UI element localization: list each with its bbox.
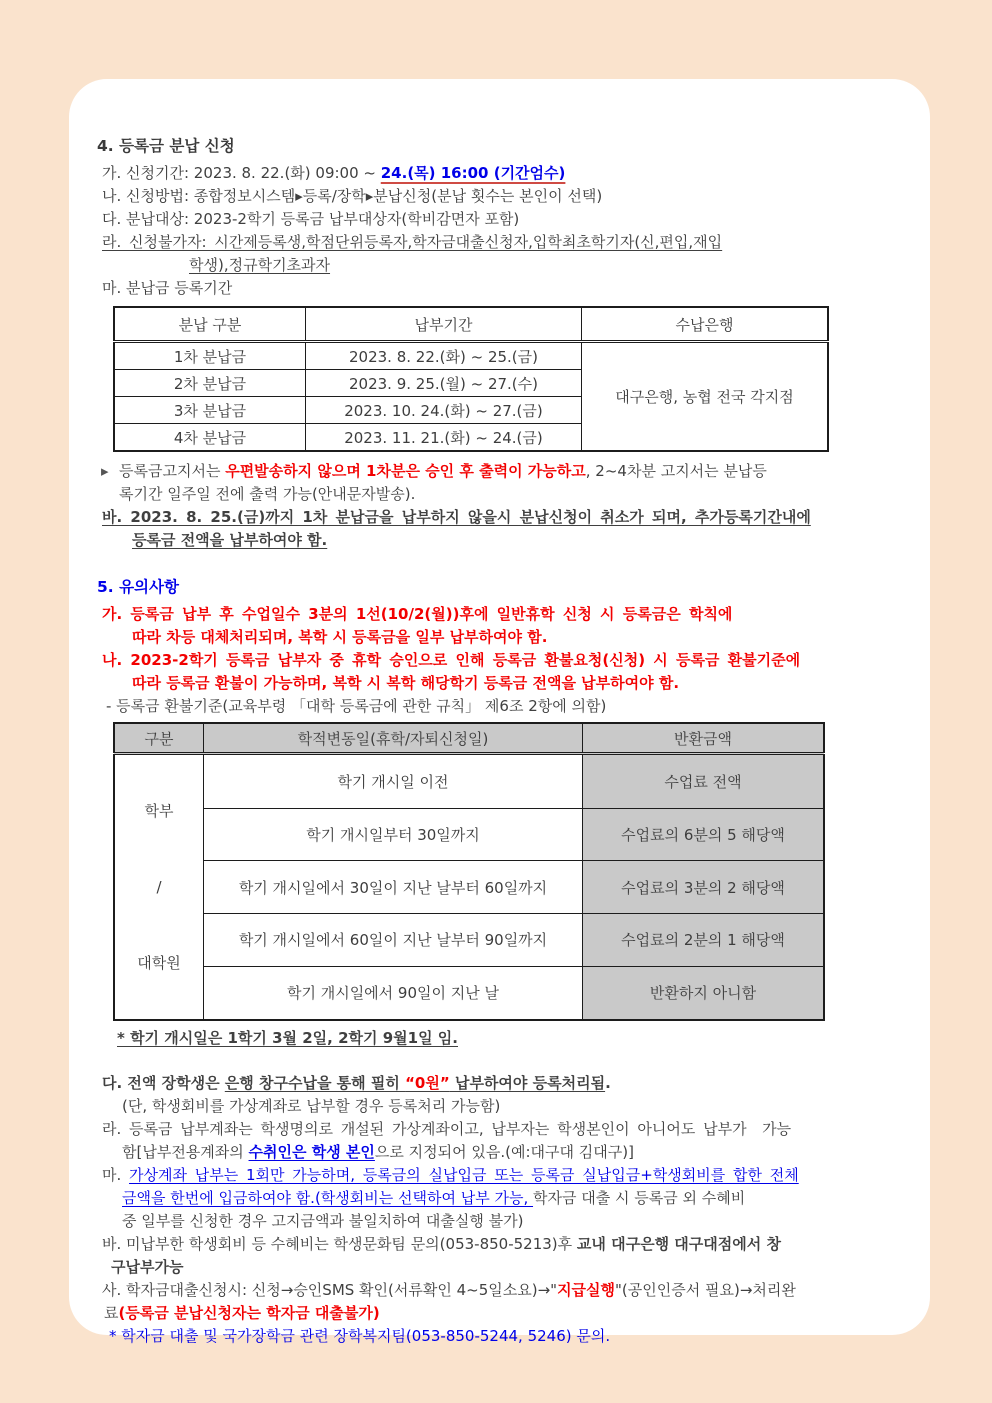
s5-sa-text: 사. 학자금대출신청시: 신청→승인SMS 확인(서류확인 4~5일소요)→" xyxy=(102,1281,558,1299)
s5-loan-contact-note: * 학자금 대출 및 국가장학금 관련 장학복지팀(053-850-5244, 5246) 문의. xyxy=(109,1327,611,1345)
t2-cell-refund: 수업료 전액 xyxy=(583,754,825,809)
refund-standard-table xyxy=(113,722,825,1021)
section4-title: 4. 등록금 분납 신청 xyxy=(97,137,235,155)
table-row xyxy=(114,342,828,370)
s5-ma-blue-line1: 가상계좌 납부는 1회만 가능하며, 등록금의 실납입금 또는 등록금 실납입금+학생회비를 합한 전체 xyxy=(129,1166,799,1184)
s5-da-zero-won: “0원” xyxy=(405,1074,450,1092)
t1-cell-category: 1차 분납금 xyxy=(114,342,306,370)
t2-group-cell xyxy=(114,754,204,1021)
t2-cell-refund: 수업료의 6분의 5 해당액 xyxy=(583,808,825,861)
section5-title: 5. 유의사항 xyxy=(97,578,179,596)
s5-sa-loan-ban-emphasis: (등록금 분납신청자는 학자금 대출불가) xyxy=(118,1304,380,1322)
s4-note-text: 등록금고지서는 xyxy=(119,462,226,480)
t2-header-change-date: 학적변동일(휴학/자퇴신청일) xyxy=(204,723,583,754)
t1-cell-period: 2023. 9. 25.(월) ~ 27.(수) xyxy=(306,370,582,397)
t1-header-period: 납부기간 xyxy=(306,307,582,342)
s5-refund-standard-source: - 등록금 환불기준(교육부령 「대학 등록금에 관한 규칙」 제6조 2항에 의함) xyxy=(106,697,607,715)
s5-ma-blue-line2: 금액을 한번에 입금하여야 함.(학생회비는 선택하여 납부 가능, xyxy=(122,1189,534,1207)
s4-note-text-tail: , 2~4차분 고지서는 분납등 xyxy=(585,462,767,480)
t1-cell-period: 2023. 8. 22.(화) ~ 25.(금) xyxy=(306,342,582,370)
notice-document-card xyxy=(69,79,930,1345)
triangle-bullet-icon: ▸ xyxy=(101,462,109,480)
table-row xyxy=(114,966,824,1020)
s5-virtual-account-line2 xyxy=(97,1141,904,1164)
s5-leave-rule-line2: 따라 차등 대체처리되며, 복학 시 등록금을 일부 납부하여야 함. xyxy=(132,628,548,646)
s5-da-exception: (단, 학생회비를 가상계좌로 납부할 경우 등록처리 가능함) xyxy=(122,1097,501,1115)
s4-item-application-method: 나. 신청방법: 종합정보시스템▸등록/장학▸분납신청(분납 횟수는 본인이 선택) xyxy=(102,187,603,205)
table-row xyxy=(114,914,824,967)
s5-unpaid-fee-line2: 구납부가능 xyxy=(111,1258,184,1276)
t1-cell-category: 4차 분납금 xyxy=(114,424,306,452)
s5-ra-text-tail: 으로 지정되어 있음.(예:대구대 김대구)] xyxy=(374,1143,634,1161)
s5-refund-rule-line1: 나. 2023-2학기 등록금 납부자 중 휴학 승인으로 인해 등록금 환불요청(신청) 시 등록금 환불기준에 xyxy=(102,651,801,669)
t1-cell-category: 2차 분납금 xyxy=(114,370,306,397)
s4-note-emphasis: 우편발송하지 않으며 1차분은 승인 후 출력이 가능하고 xyxy=(225,462,586,480)
t1-header-category: 분납 구분 xyxy=(114,307,306,342)
t2-group-line: 대학원 xyxy=(137,954,181,972)
t2-cell-change-date: 학기 개시일에서 30일이 지난 날부터 60일까지 xyxy=(204,861,583,914)
table-header-row xyxy=(114,307,828,342)
s5-da-period: . xyxy=(605,1074,611,1092)
t2-cell-change-date: 학기 개시일에서 90일이 지난 날 xyxy=(204,966,583,1020)
t2-group-line: 학부 xyxy=(144,802,174,820)
s5-virtual-account-line1: 라. 등록금 납부계좌는 학생명의로 개설된 가상계좌이고, 납부자는 학생본인이 아니어도 납부가 가능 xyxy=(102,1120,792,1138)
s4-item-registration-period: 마. 분납금 등록기간 xyxy=(102,279,233,297)
s5-refund-rule-line2: 따라 등록금 환불이 가능하며, 복학 시 복학 해당학기 등록금 전액을 납부하여야 함. xyxy=(132,674,680,692)
t1-cell-bank: 대구은행, 농협 전국 각지점 xyxy=(582,342,829,452)
s5-da-lead: 다. 전액 장학생은 xyxy=(102,1074,225,1092)
t1-header-bank: 수납은행 xyxy=(582,307,829,342)
t2-cell-change-date: 학기 개시일에서 60일이 지난 날부터 90일까지 xyxy=(204,914,583,967)
s4-bill-note-line2: 록기간 일주일 전에 출력 가능(안내문자발송). xyxy=(119,485,416,503)
s5-loan-process-line2 xyxy=(97,1302,904,1325)
s5-unpaid-fee-line1 xyxy=(97,1233,904,1256)
s5-da-u2: 납부하여야 등록처리됨 xyxy=(449,1074,606,1092)
table-header-row xyxy=(114,723,824,754)
t2-cell-refund: 수업료의 2분의 1 해당액 xyxy=(583,914,825,967)
s5-deposit-rule-line3: 중 일부를 신청한 경우 고지금액과 불일치하여 대출실행 불가) xyxy=(122,1212,524,1230)
s5-deposit-rule-line2 xyxy=(97,1187,904,1210)
s5-leave-rule-line1: 가. 등록금 납부 후 수업일수 3분의 1선(10/2(월))후에 일반휴학 신청 시 등록금은 학칙에 xyxy=(102,605,733,623)
installment-schedule-table xyxy=(113,306,829,452)
t2-cell-change-date: 학기 개시일부터 30일까지 xyxy=(204,808,583,861)
t2-cell-refund: 수업료의 3분의 2 해당액 xyxy=(583,861,825,914)
table-row xyxy=(114,808,824,861)
s4-cancel-warning-line1: 바. 2023. 8. 25.(금)까지 1차 분납금을 납부하지 않을시 분납신청이 취소가 되며, 추가등록기간내에 xyxy=(102,508,811,526)
table-row xyxy=(114,754,824,809)
s5-semester-start-note: * 학기 개시일은 1학기 3월 2일, 2학기 9월1일 임. xyxy=(117,1029,458,1047)
t2-cell-change-date: 학기 개시일 이전 xyxy=(204,754,583,809)
s4-bill-note-line1 xyxy=(97,460,904,483)
s5-da-u1: 은행 창구수납을 통해 필히 xyxy=(224,1074,406,1092)
t2-group-line: / xyxy=(156,878,162,896)
t2-cell-refund: 반환하지 아니함 xyxy=(583,966,825,1020)
s5-ma-label: 마. xyxy=(102,1166,130,1184)
s5-sa-text-tail: "(공인인증서 필요)→처리완 xyxy=(615,1281,796,1299)
s5-ba-bank-bold: 교내 대구은행 대구대점에서 창 xyxy=(576,1235,781,1253)
s5-sa-l2-text: 료 xyxy=(104,1304,119,1322)
s4-cancel-warning-line2: 등록금 전액을 납부하여야 함. xyxy=(132,531,328,549)
s4-item-ineligible-line2: 학생),정규학기초과자 xyxy=(189,256,331,274)
s4-item-application-period xyxy=(97,162,904,185)
s4-ga-text: 가. 신청기간: 2023. 8. 22.(화) 09:00 ~ xyxy=(102,164,381,182)
s4-item-ineligible-line1: 라. 신청불가자: 시간제등록생,학점단위등록자,학자금대출신청자,입학최초학기자(신,편입,재입 xyxy=(102,233,723,251)
s4-item-eligible: 다. 분납대상: 2023-2학기 등록금 납부대상자(학비감면자 포함) xyxy=(102,210,520,228)
s5-deposit-rule-line1 xyxy=(97,1164,904,1187)
s5-loan-process-line1 xyxy=(97,1279,904,1302)
table-row xyxy=(114,861,824,914)
t1-cell-period: 2023. 10. 24.(화) ~ 27.(금) xyxy=(306,397,582,424)
t2-header-refund-amount: 반환금액 xyxy=(583,723,825,754)
s4-ga-deadline: 24.(목) 16:00 (기간엄수) xyxy=(380,164,566,182)
t1-cell-period: 2023. 11. 21.(화) ~ 24.(금) xyxy=(306,424,582,452)
s5-full-scholarship-rule xyxy=(97,1072,904,1095)
s5-ra-text: 함[납부전용계좌의 xyxy=(122,1143,249,1161)
s5-ra-payee-emphasis: 수취인은 학생 본인 xyxy=(248,1143,375,1161)
s5-sa-execute-emphasis: 지급실행 xyxy=(557,1281,616,1299)
s5-ma-plain-line2: 학자금 대출 시 등록금 외 수혜비 xyxy=(533,1189,746,1207)
s5-da-underlined xyxy=(225,1074,605,1092)
t1-cell-category: 3차 분납금 xyxy=(114,397,306,424)
s5-ba-text: 바. 미납부한 학생회비 등 수혜비는 학생문화팀 문의(053-850-5213)후 xyxy=(102,1235,577,1253)
t2-header-category: 구분 xyxy=(114,723,204,754)
